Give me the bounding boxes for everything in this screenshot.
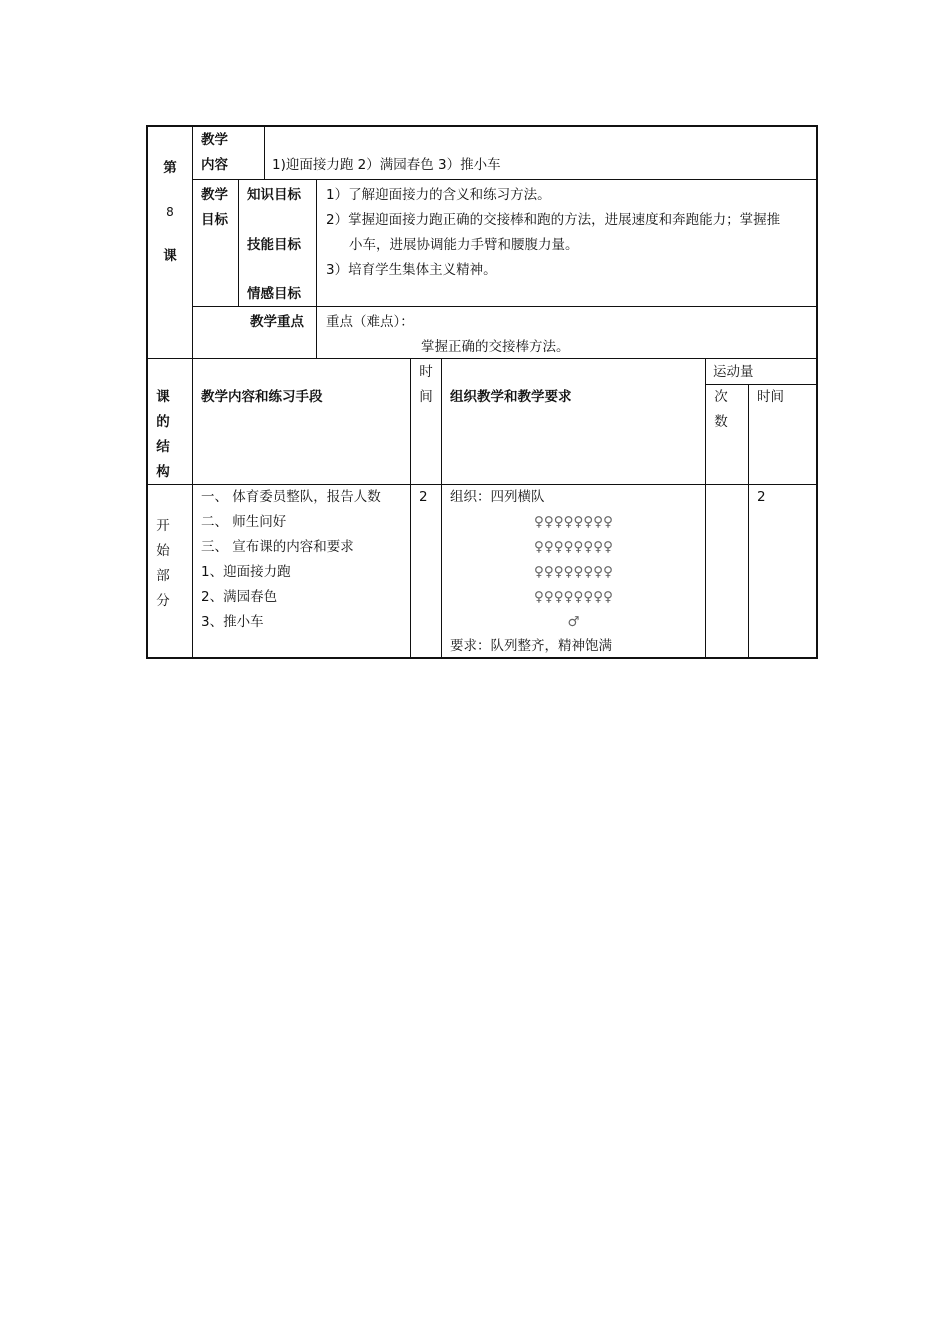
- skill-objective-label: 技能目标: [247, 237, 301, 253]
- formation-row: ♀♀♀♀♀♀♀♀: [533, 564, 614, 580]
- list-item: 1、迎面接力跑: [201, 564, 291, 580]
- column-divider: [238, 179, 239, 307]
- lesson-char: 课: [163, 248, 177, 264]
- objective-item: 3）培育学生集体主义精神。: [326, 262, 497, 278]
- lesson-number-label: [148, 146, 192, 278]
- organization-title: 组织：四列横队: [450, 489, 545, 505]
- load-time-column-header: 时间: [757, 389, 784, 405]
- structure-char: 课: [156, 389, 170, 405]
- opening-char: 部: [156, 568, 170, 584]
- list-item: 3、推小车: [201, 614, 264, 630]
- table-border-right: [816, 125, 818, 659]
- list-item: 二、 师生问好: [201, 514, 287, 530]
- exercise-load-header: 运动量: [713, 364, 754, 380]
- objective-item: 1）了解迎面接力的含义和练习方法。: [326, 187, 551, 203]
- list-item: 一、 体育委员整队，报告人数: [201, 489, 381, 505]
- structure-label: [148, 385, 178, 485]
- list-item: 2、满园春色: [201, 589, 278, 605]
- organization-requirement: 要求：队列整齐，精神饱满: [450, 638, 612, 654]
- formation-row: ♀♀♀♀♀♀♀♀: [533, 539, 614, 555]
- column-divider: [748, 384, 749, 659]
- structure-char: 结: [156, 439, 170, 455]
- structure-char: 的: [156, 414, 170, 430]
- key-points-label: 教学重点: [250, 314, 304, 330]
- objective-item: 2）掌握迎面接力跑正确的交接棒和跑的方法，进展速度和奔跑能力；掌握推: [326, 212, 781, 228]
- objectives-label: [201, 183, 228, 233]
- count-header-char: 数: [714, 414, 728, 430]
- key-points-line2: 掌握正确的交接棒方法。: [421, 339, 570, 355]
- count-column-header: [706, 385, 736, 435]
- opening-char: 始: [156, 543, 170, 559]
- content-column-header: 教学内容和练习手段: [201, 389, 323, 405]
- structure-char: 构: [156, 464, 170, 480]
- content-value: 1)迎面接力跑 2）满园春色 3）推小车: [272, 157, 501, 173]
- column-divider: [264, 125, 265, 180]
- opening-time: 2: [419, 489, 428, 505]
- time-header-char: 间: [419, 389, 433, 405]
- count-header-char: 次: [714, 389, 728, 405]
- table-border-top: [146, 125, 818, 127]
- formation-row: ♀♀♀♀♀♀♀♀: [533, 589, 614, 605]
- column-divider: [192, 125, 193, 659]
- time-header-char: 时: [419, 364, 433, 380]
- objectives-label-line2: 目标: [201, 212, 228, 228]
- opening-load-time: 2: [757, 489, 766, 505]
- emotion-objective-label: 情感目标: [247, 286, 301, 302]
- key-points-line1: 重点（难点）：: [326, 314, 414, 330]
- teacher-symbol: ♂: [567, 614, 580, 630]
- formation-diagram: [442, 510, 705, 635]
- objective-item: 小车，进展协调能力手臂和腰腹力量。: [349, 237, 579, 253]
- objectives-label-line1: 教学: [201, 187, 228, 203]
- list-item: 三、 宣布课的内容和要求: [201, 539, 354, 555]
- content-label-line2: 内容: [201, 157, 228, 173]
- lesson-char: 8: [166, 205, 174, 219]
- organization-column-header: 组织教学和教学要求: [450, 389, 572, 405]
- formation-row: ♀♀♀♀♀♀♀♀: [533, 514, 614, 530]
- content-label-line1: 教学: [201, 132, 228, 148]
- time-column-header: [411, 360, 441, 410]
- knowledge-objective-label: 知识目标: [247, 187, 301, 203]
- column-divider: [316, 179, 317, 359]
- opening-char: 分: [156, 593, 170, 609]
- opening-content-list: [201, 485, 381, 635]
- content-label: [201, 128, 228, 178]
- opening-char: 开: [156, 518, 170, 534]
- opening-section-label: [148, 514, 178, 614]
- lesson-char: 第: [163, 160, 177, 176]
- row-divider: [192, 179, 817, 180]
